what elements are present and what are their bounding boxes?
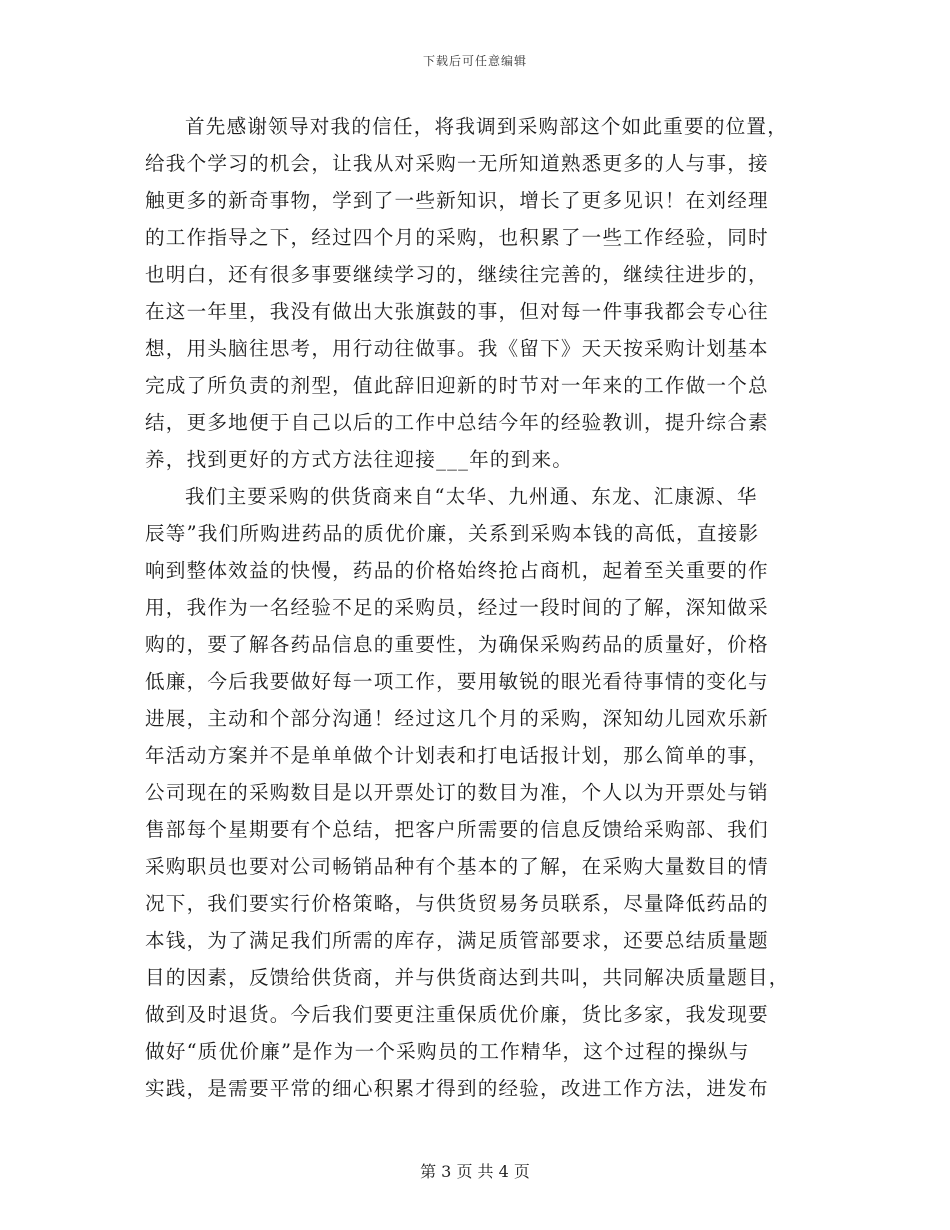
- text-line: 低廉，今后我要做好每一项工作，要用敏锐的眼光看待事情的变化与: [145, 670, 769, 693]
- paragraph-1: [145, 108, 810, 478]
- text-line: 做到及时退货。今后我们要更注重保质优价廉，货比多家，我发现要: [145, 1003, 769, 1026]
- text-line: 目的因素，反馈给供货商，并与供货商达到共叫，共同解决质量题目，: [145, 966, 790, 989]
- text-line: 响到整体效益的快慢，药品的价格始终抢占商机，起着至关重要的作: [145, 559, 769, 582]
- paragraph-2: [145, 478, 810, 1107]
- page-footer: 第 3 页 共 4 页: [420, 1162, 530, 1181]
- text-line: 购的，要了解各药品信息的重要性，为确保采购药品的质量好，价格: [145, 633, 769, 656]
- text-line: 售部每个星期要有个总结，把客户所需要的信息反馈给采购部、我们: [145, 818, 769, 841]
- text-line: 公司现在的采购数目是以开票处订的数目为准，个人以为开票处与销: [145, 781, 769, 804]
- text-line: 的工作指导之下，经过四个月的采购，也积累了一些工作经验，同时: [145, 226, 769, 249]
- text-line: 用，我作为一名经验不足的采购员，经过一段时间的了解，深知做采: [145, 596, 769, 619]
- text-line: 结，更多地便于自己以后的工作中总结今年的经验教训，提升综合素: [145, 411, 769, 434]
- text-line: 年活动方案并不是单单做个计划表和打电话报计划，那么简单的事，: [145, 744, 769, 767]
- text-line: 在这一年里，我没有做出大张旗鼓的事，但对每一件事我都会专心往: [145, 300, 769, 323]
- text-line: 实践，是需要平常的细心积累才得到的经验，改进工作方法，进发布: [145, 1077, 769, 1100]
- text-line: 进展，主动和个部分沟通！经过这几个月的采购，深知幼儿园欢乐新: [145, 707, 769, 730]
- text-line: 我们主要采购的供货商来自“太华、九州通、东龙、汇康源、华: [185, 485, 758, 508]
- text-line: 做好“质优价廉”是作为一个采购员的工作精华，这个过程的操纵与: [145, 1040, 750, 1063]
- page-header: 下载后可任意编辑: [422, 54, 527, 68]
- text-line: 首先感谢领导对我的信任，将我调到采购部这个如此重要的位置，: [185, 115, 789, 138]
- text-line: 完成了所负责的剂型，值此辞旧迎新的时节对一年来的工作做一个总: [145, 374, 769, 397]
- text-line: 养，找到更好的方式方法往迎接___年的到来。: [145, 448, 574, 471]
- text-line: 采购职员也要对公司畅销品种有个基本的了解，在采购大量数目的情: [145, 855, 769, 878]
- text-line: 触更多的新奇事物，学到了一些新知识，增长了更多见识！在刘经理: [145, 189, 769, 212]
- text-line: 本钱，为了满足我们所需的库存，满足质管部要求，还要总结质量题: [145, 929, 769, 952]
- document-body: [145, 108, 810, 1107]
- text-line: 辰等”我们所购进药品的质优价廉，关系到采购本钱的高低，直接影: [145, 522, 760, 545]
- text-line: 况下，我们要实行价格策略，与供货贸易务员联系，尽量降低药品的: [145, 892, 769, 915]
- text-line: 想，用头脑往思考，用行动往做事。我《留下》天天按采购计划基本: [145, 337, 769, 360]
- text-line: 给我个学习的机会，让我从对采购一无所知道熟悉更多的人与事，接: [145, 152, 769, 175]
- text-line: 也明白，还有很多事要继续学习的，继续往完善的，继续往进步的，: [145, 263, 769, 286]
